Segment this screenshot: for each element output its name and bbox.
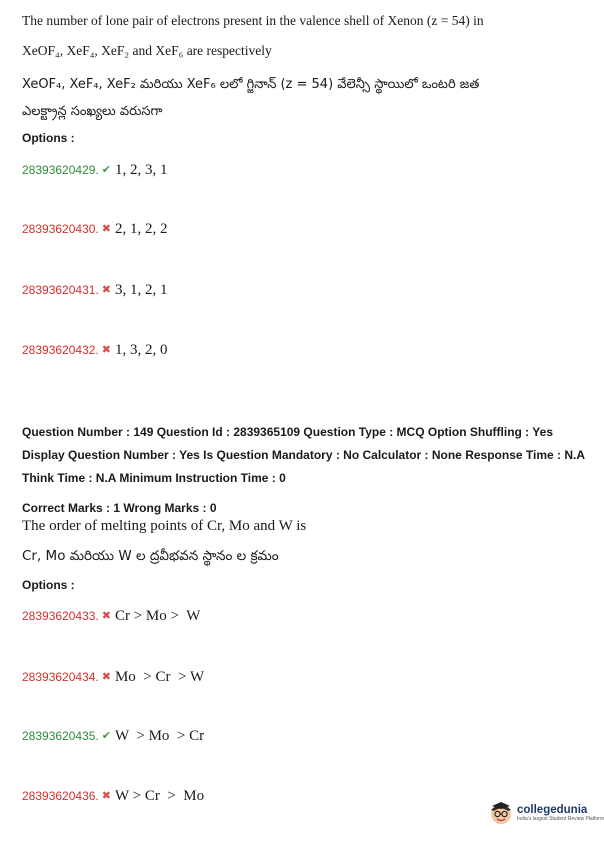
- cross-icon: ✖: [101, 344, 111, 356]
- option-id: 28393620436.: [22, 789, 99, 803]
- q1-stem-en-line1: The number of lone pair of electrons present in the valence shell of Xenon (z = 54) in: [22, 13, 484, 28]
- q2-marks: Correct Marks : 1 Wrong Marks : 0: [22, 501, 217, 515]
- option-text: 1, 2, 3, 1: [114, 162, 168, 178]
- check-icon: ✔: [101, 164, 111, 176]
- q2-meta: Question Number : 149 Question Id : 2839365109 Question Type : MCQ Option Shuffling : Yes Display Question Number : Yes Is Question Mandatory : No Calculator : None Response Time : N.A Think Time : N.A Minimum Instruction Time : 0: [22, 425, 585, 485]
- option-id: 28393620433.: [22, 609, 99, 623]
- cross-icon: ✖: [101, 610, 111, 622]
- q1-stem-te-line2: ఎలక్ట్రాన్ల సంఖ్యలు వరుసగా: [22, 104, 163, 119]
- option-id: 28393620430.: [22, 222, 99, 236]
- q1-option-3[interactable]: [22, 282, 167, 299]
- option-text: Cr > Mo > W: [114, 608, 201, 624]
- option-text: W > Cr > Mo: [114, 788, 205, 804]
- q1-stem-en-line2: XeOF₄, XeF₄, XeF₂ and XeF₆ are respectively: [22, 43, 272, 58]
- cross-icon: ✖: [101, 223, 111, 235]
- q2-option-3[interactable]: [22, 728, 204, 745]
- q2-option-4[interactable]: [22, 788, 204, 805]
- cross-icon: ✖: [101, 284, 111, 296]
- cross-icon: ✖: [101, 671, 111, 683]
- q2-option-2[interactable]: [22, 669, 204, 686]
- q1-options-label: Options :: [22, 131, 75, 145]
- collegedunia-logo: [488, 800, 604, 826]
- option-text: 2, 1, 2, 2: [114, 221, 168, 237]
- student-mascot-icon: [488, 800, 514, 826]
- logo-tagline: India's largest Student Review Platform: [517, 816, 604, 822]
- q1-option-1[interactable]: [22, 162, 167, 179]
- option-id: 28393620429.: [22, 163, 99, 177]
- option-text: 1, 3, 2, 0: [114, 342, 168, 358]
- check-icon: ✔: [101, 730, 111, 742]
- option-id: 28393620431.: [22, 283, 99, 297]
- option-text: 3, 1, 2, 1: [114, 282, 168, 298]
- option-text: W > Mo > Cr: [114, 728, 205, 744]
- q2-option-1[interactable]: [22, 608, 200, 625]
- q1-option-2[interactable]: [22, 221, 167, 238]
- q2-options-label: Options :: [22, 578, 75, 592]
- option-text: Mo > Cr > W: [114, 669, 205, 685]
- option-id: 28393620432.: [22, 343, 99, 357]
- option-id: 28393620435.: [22, 729, 99, 743]
- logo-name: collegedunia: [517, 804, 588, 816]
- option-id: 28393620434.: [22, 670, 99, 684]
- q2-stem-te: Cr, Mo మరియు W ల ద్రవీభవన స్థానం ల క్రమం: [22, 548, 279, 564]
- cross-icon: ✖: [101, 790, 111, 802]
- q1-option-4[interactable]: [22, 342, 167, 359]
- q1-stem-te-line1: XeOF₄, XeF₄, XeF₂ మరియు XeF₆ లలో గ్జినాన్ (z = 54) వేలెన్సీ స్థాయిలో ఒంటరి జత: [22, 77, 480, 92]
- q2-stem-en: The order of melting points of Cr, Mo and W is: [22, 518, 307, 534]
